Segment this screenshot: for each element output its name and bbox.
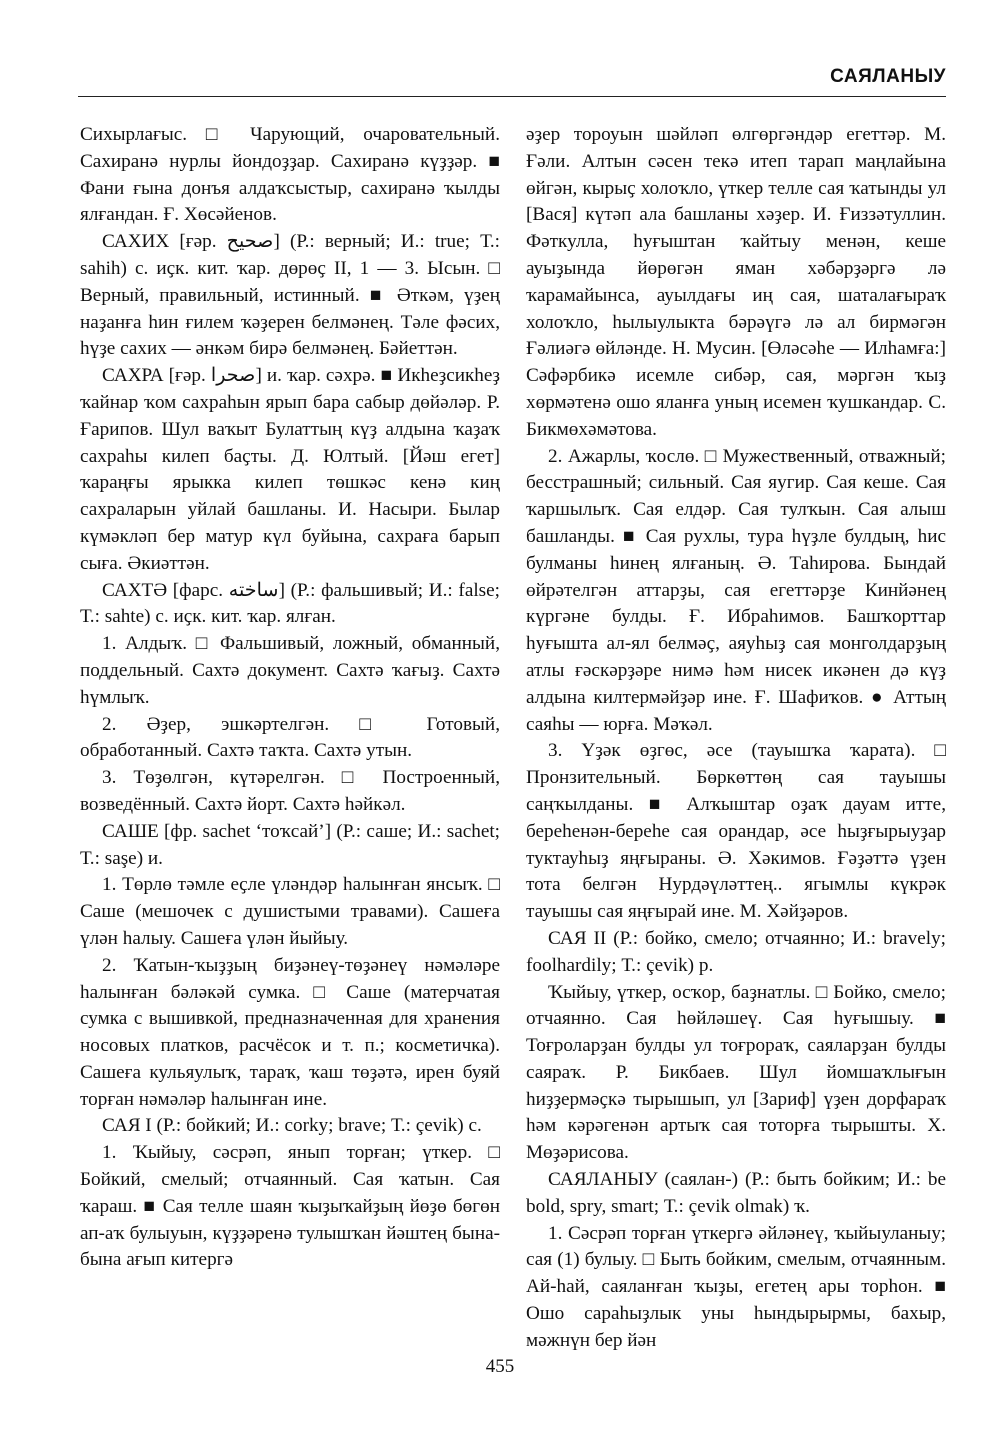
dictionary-entry: САХИХ [ғәр. صحيح] (Р.: верный; И.: true; Т.: sahih) с. иҫк. кит. ҡар. дөрөҫ II, 1 — 3. Ысын. □ Верный, правильный, истинный. ■ Әткәм, үҙең наҙанға һин ғилем ҡәҙерен белмәнең. Тәле фәсих, һүҙе сахих — әнкәм бирә белмәнең. Бәйеттән. (80, 231, 500, 360)
dictionary-entry: САЯ I (Р.: бойкий; И.: corky; brave; Т.: çevik) с. (102, 1115, 482, 1137)
right-column (526, 122, 946, 1355)
header-title: САЯЛАНЫУ (830, 66, 946, 87)
left-column (80, 122, 500, 1274)
paragraph: Сихырлағыс. □ Чарующий, очаровательный. Сахиранә нурлы йондоҙҙар. Сахиранә күҙҙәр. ■ Фани ғына донъя алдаҡсыстыр, сахиранә ҡылды ялғандан. Ғ. Хөсәйенов. (80, 124, 500, 226)
page-number: 455 (485, 1356, 515, 1377)
sense-paragraph: 2. Әҙер, эшкәртелгән. □ Готовый, обработанный. Сахтә таҡта. Сахтә утын. (80, 713, 500, 762)
dictionary-entry: САШЕ [фр. sachet ‘тоҡсай’] (Р.: саше; И.: sachet; Т.: saşe) и. (80, 820, 500, 869)
running-header (78, 66, 946, 97)
sense-paragraph: 2. Ҡатын-ҡыҙҙың биҙәнеү-төҙәнеү нәмәләре һалынған бәләкәй сумка. □ Саше (матерчатая сумка с вышивкой, предназначенная для хранения носовых платков, расчёсок и т. п.; косметичка). Сашеға кульяулыҡ, тараҡ, ҡаш төҙәтә, ирен буяй торған нәмәләр һалынған ине. (80, 954, 500, 1110)
dictionary-entry: САЯ II (Р.: бойко, смело; отчаянно; И.: bravely; foolhardily; Т.: çevik) р. (526, 927, 946, 976)
sense-paragraph: 1. Ҡыйыу, сәсрәп, янып торған; үткер. □ Бойкий, смелый; отчаянный. Сая ҡатын. Сая ҡараш. ■ Сая телле шаян ҡыҙыҡайҙың йөҙө бөгөн ап-аҡ булыуын, күҙҙәренә тулышҡан йәштең бына-бына ағып китергә (80, 1142, 500, 1271)
dictionary-entry: САХТӘ [фарс. ساخته] (Р.: фальшивый; И.: false; Т.: sahte) с. иҫк. кит. ҡар. ялған. (80, 579, 500, 628)
sense-paragraph: 3. Төҙөлгән, күтәрелгән. □ Построенный, возведённый. Сахтә йорт. Сахтә һәйкәл. (80, 767, 500, 815)
dictionary-entry: САЯЛАНЫУ (саялан-) (Р.: быть бойким; И.: be bold, spry, smart; Т.: çevik olmak) ҡ. (526, 1169, 946, 1217)
dictionary-entry: САХРА [ғәр. صحرا] и. ҡар. сәхрә. ■ Икһеҙсикһеҙ ҡайнар ҡом сахраһын ярып бара сабыр дөйәләр. Р. Ғарипов. Шул ваҡыт Булаттың күҙ алдына ҡаҙаҡ сахраһы килеп баҫты. Д. Юлтый. [Йәш егет] ҡараңғы ярыкка килеп төшкәс кенә киң сахраларын уйлай башланы. И. Насыри. Былар күмәкләп бер матур күл буйына, сахраға барып сыға. Әкиәттән. (80, 365, 500, 574)
sense-paragraph: 3. Үҙәк өҙгөс, әсе (тауышҡа ҡарата). □ Пронзительный. Бөркөттөң сая тауышы саңҡылданы. ■ Алҡыштар оҙаҡ дауам итте, береһенән-береһе сая орандар, әсе һыҙғырыуҙар туктауһыҙ яңғыраны. Ә. Хәкимов. Ғәҙәттә үҙен тота белгән Нурдәүләттең.. ягымлы күкрәк тауышы сая яңғырай ине. М. Хәйҙәров. (526, 740, 946, 923)
sense-paragraph: 1. Төрлө тәмле еҫле үләндәр һалынған янсыҡ. □ Саше (мешочек с душистыми травами). Сашеға үлән һалыу. Сашеға үлән йыйыу. (80, 874, 500, 949)
sense-paragraph: 1. Алдыҡ. □ Фальшивый, ложный, обманный, поддельный. Сахтә документ. Сахтә ҡағыҙ. Сахтә һүмлыҡ. (80, 633, 500, 708)
sense-paragraph: 2. Ажарлы, ҡослө. □ Мужественный, отважный; бесстрашный; сильный. Сая яугир. Сая кеше. Сая ҡаршылыҡ. Сая елдәр. Сая тулҡын. Сая алыш башланды. ■ Сая рухлы, тура һүҙле булдың, һис булманы һинең ялғаның. Ә. Таһирова. Бындай өйрәтелгән аттарҙы, сая егеттәрҙе Кинйәнең күргәне булды. Ғ. Ибраһимов. Башҡорттар һуғышта ал-ял белмәҫ, аяуһыҙ сая монголдарҙың атлы ғәскәрҙәре нимә һәм нисек икәнен дә күҙ алдына килтермәйҙәр ине. Ғ. Шафиҡов. ● Аттың саяһы — юрға. Мәҡәл. (526, 445, 946, 735)
sense-paragraph: 1. Сәсрәп торған үткергә әйләнеү, ҡыйыуланыу; сая (1) булыу. □ Быть бойким, смелым, отчаянным. Ай-һай, саяланған ҡыҙы, егетең ары торһон. ■ Ошо сараһыҙлык уны һындырырмы, бахыр, мәжнүн бер йән (526, 1222, 946, 1351)
paragraph: әҙер тороуын шәйләп өлгөргәндәр егеттәр. М. Ғәли. Алтын сәсен текә итеп тарап маңлайына өйгән, кырыҫ холоҡло, үткер телле сая ҡатынды ул [Вася] күтәп ала башланы хәҙер. И. Ғиззәтуллин. Фәткулла, һуғыштан ҡайтыу менән, кеше ауыҙында йөрөгән яман хәбәрҙәргә лә ҡарамайынса, ауылдағы иң сая, шаталағыраҡ холоҡло, һылыулыкта бәрәүгә лә ал бирмәгән Ғәлиәгә өйләнде. Н. Мусин. [Өләсәһе — Илһамға:] Сәфәрбикә исемле сибәр, сая, мәргән ҡыҙ хөрмәтенә ошо яланға уның исемен ҡушкандар. С. Бикмөхәмәтова. (526, 124, 946, 440)
sense-paragraph: Ҡыйыу, үткер, осҡор, баҙнатлы. □ Бойко, смело; отчаянно. Сая һөйләшеү. Сая һуғышыу. ■ Тоғроларҙан булды ул тоғрораҡ, саяларҙан булды саяраҡ. Р. Бикбаев. Шул йомшаҡлығын һиҙҙермәҫкә тырышып, ул [Зариф] үҙен дорфараҡ һәм кәрәгенән артыҡ сая тоторға тырышты. Х. Мөҙәрисова. (526, 981, 946, 1164)
